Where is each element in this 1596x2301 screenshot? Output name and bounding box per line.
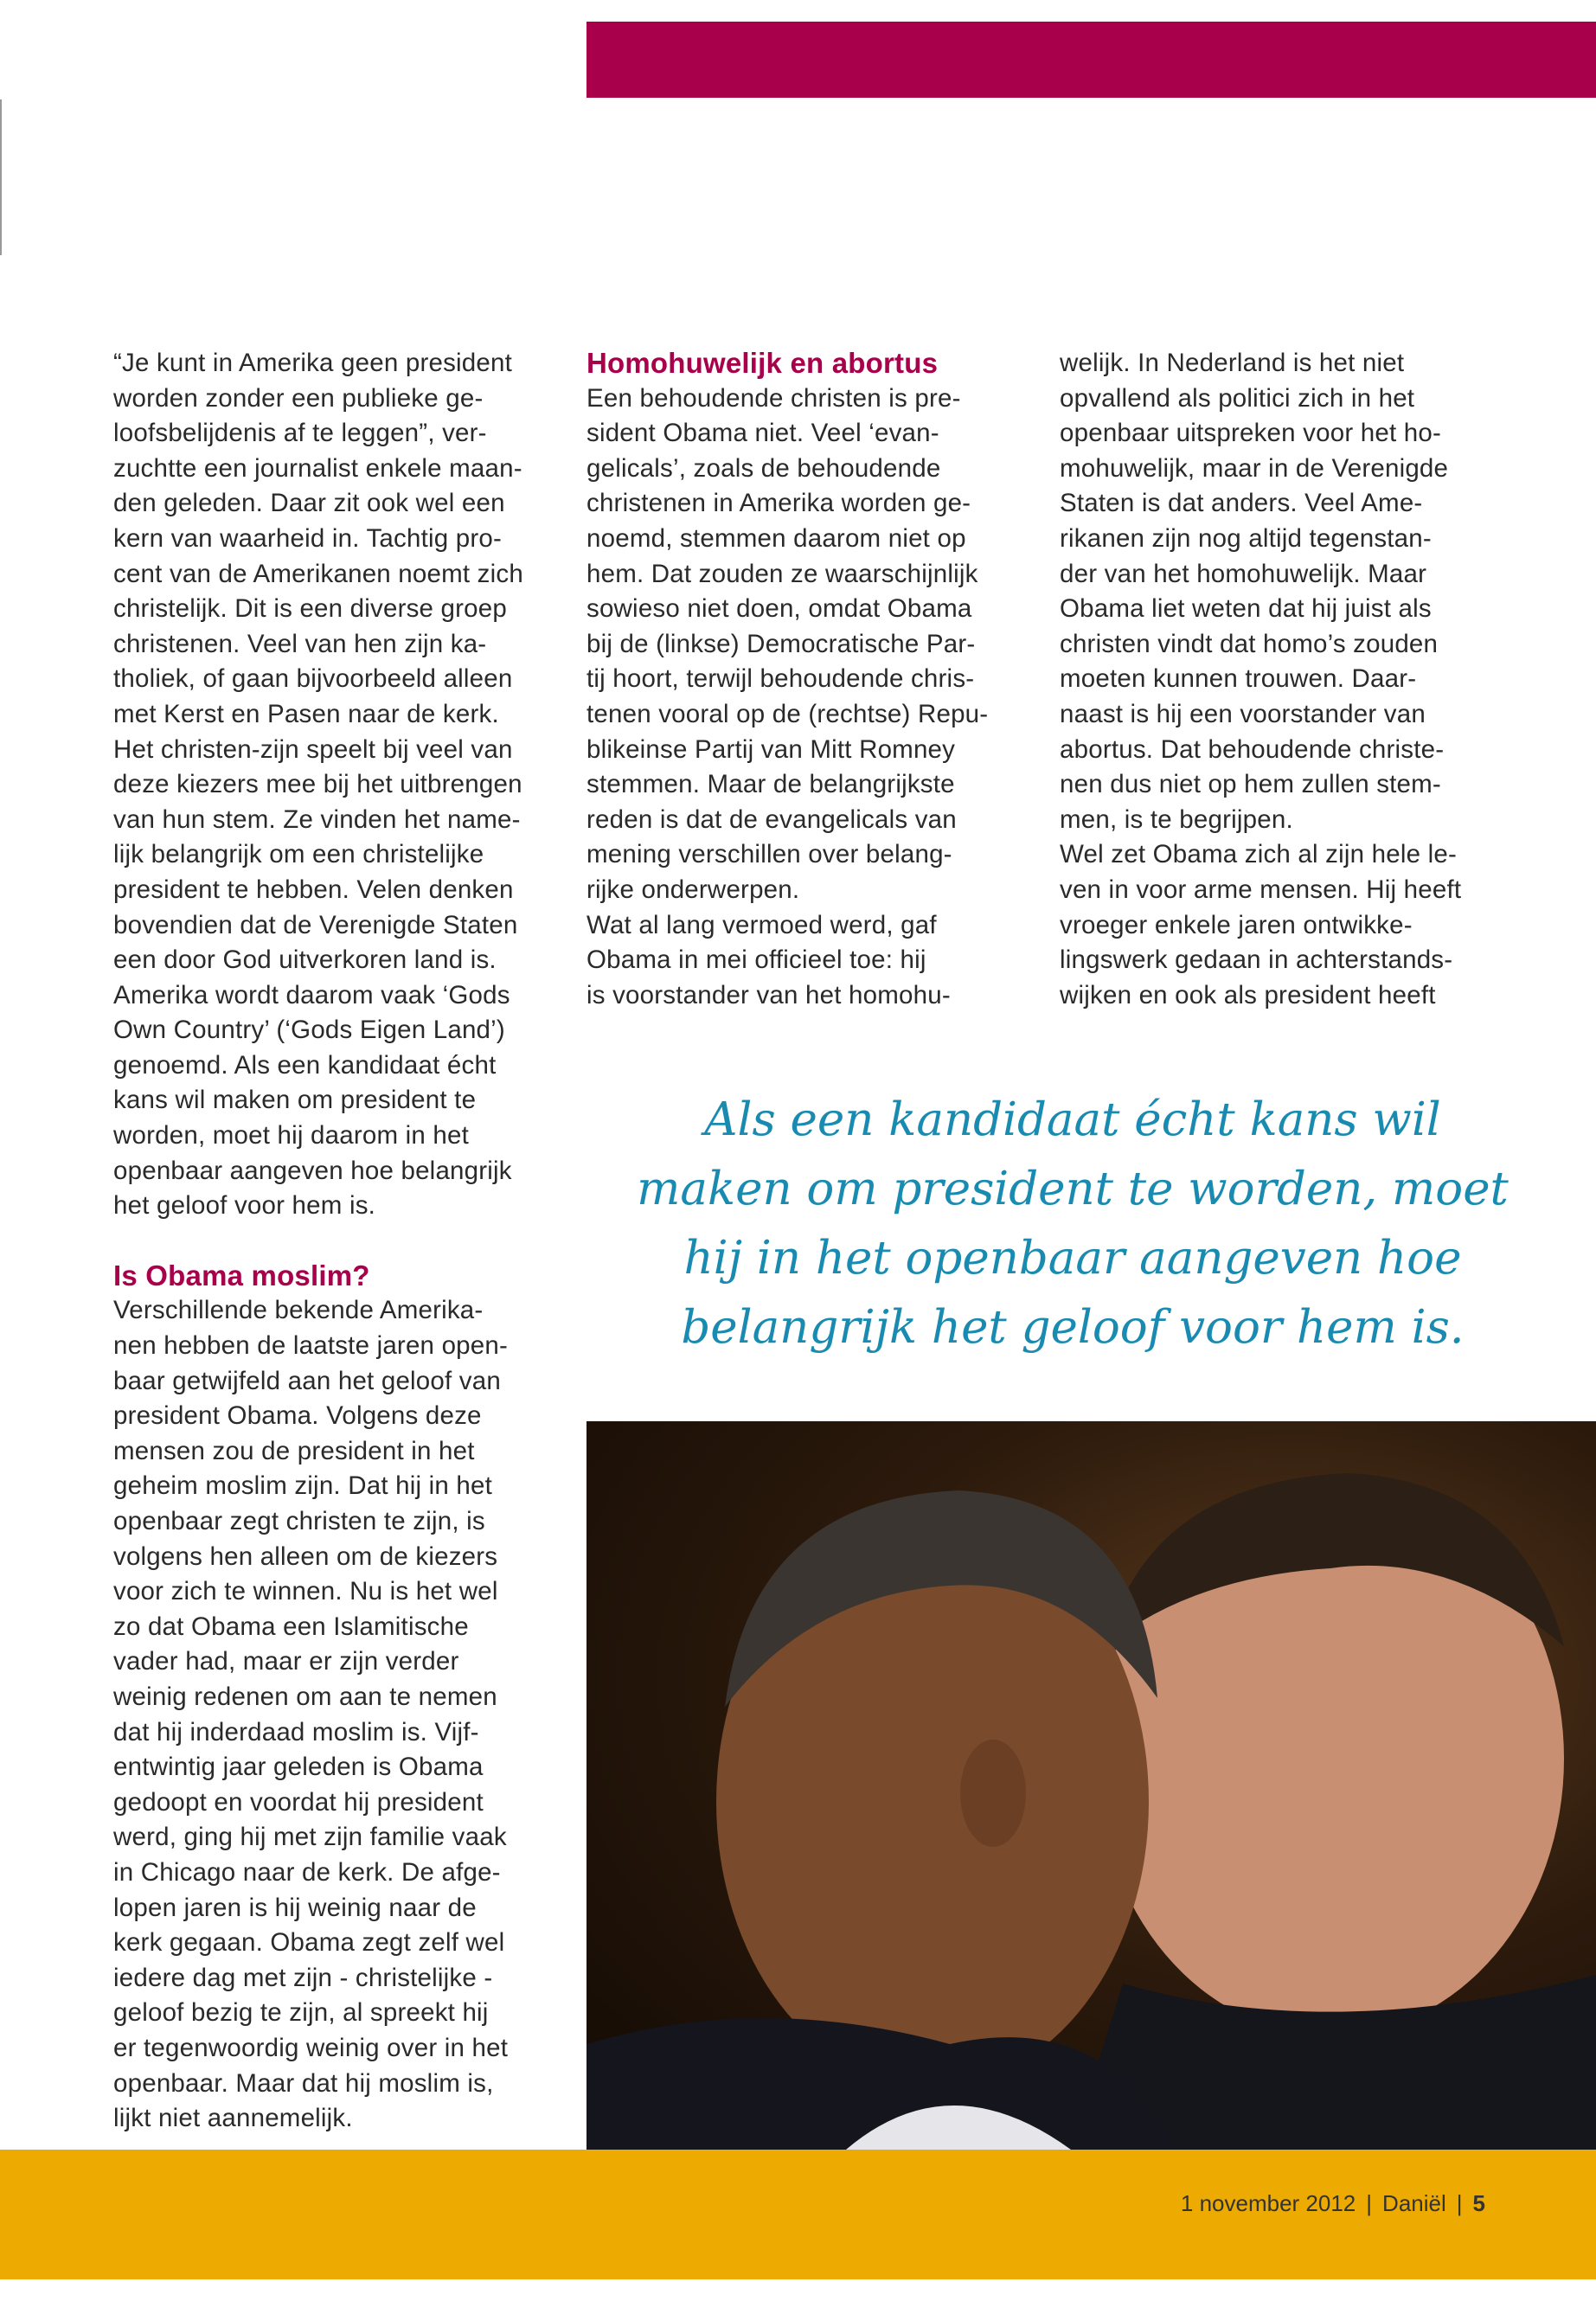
column-1 [113,346,546,2137]
obama-moslim-paragraph: Verschillende bekende Amerika- nen hebben de laatste jaren open- baar getwijfeld aan het geloof van president Obama. Volgens deze mensen zou de president in het geheim moslim zijn. Dat hij in het openbaar zegt christen te zijn, is volgens hen alleen om de kiezers voor zich te winnen. Nu is het wel zo dat Obama een Islamitische vader had, maar er zijn verder weinig redenen om aan te nemen dat hij inderdaad moslim is. Vijf- entwintig jaar geleden is Obama gedoopt en voordat hij president werd, ging hij met zijn familie vaak in Chicago naar de kerk. De afge- lopen jaren is hij weinig naar de kerk gegaan. Obama zegt zelf wel iedere dag met zijn - christelijke - geloof bezig te zijn, al spreekt hij er tegenwoordig weinig over in het openbaar. Maar dat hij moslim is, lijkt niet aannemelijk. [113,1296,509,2133]
portrait-illustration [586,1421,1596,2150]
intro-paragraph: “Je kunt in Amerika geen president worden zonder een publieke ge- loofsbelijdenis af te leggen”, ver- zuchtte een journalist enkele maan- den geleden. Daar zit ook wel een kern van waarheid in. Tachtig pro- cent van de Amerikanen noemt zich christelijk. Dit is een diverse groep christenen. Veel van hen zijn ka- tholiek, of gaan bijvoorbeeld alleen met Kerst en Pasen naar de kerk. Het christen-zijn speelt bij veel van deze kiezers mee bij het uitbrengen van hun stem. Ze vinden het name- lijk belangrijk om een christelijke president te hebben. Velen denken bovendien dat de Verenigde Staten een door God uitverkoren land is. Amerika wordt daarom vaak ‘Gods Own Country’ (‘Gods Eigen Land’) genoemd. Als een kandidaat écht kans wil maken om president te worden, moet hij daarom in het openbaar aangeven hoe belangrijk het geloof voor hem is. [113,349,523,1221]
section-heading-obama-moslim: Is Obama moslim? [113,1259,370,1292]
column-3 [1060,346,1492,1013]
photo-obama-romney [586,1421,1596,2150]
top-accent-bar [586,22,1596,98]
column-2 [586,346,1019,1013]
footer-magazine: Daniël [1382,2190,1446,2216]
column-3-paragraph-2: Wel zet Obama zich al zijn hele le- ven in voor arme mensen. Hij heeft vroeger enkele jaren ontwikke- lingswerk gedaan in achterstands- wijken en ook als president heeft [1060,840,1462,1009]
homohuwelijk-paragraph-2: Wat al lang vermoed werd, gaf Obama in mei officieel toe: hij is voorstander van het homohu- [586,910,951,1009]
obama-ear [960,1740,1026,1847]
column-3-paragraph: welijk. In Nederland is het niet opvallend als politici zich in het openbaar uitspreken voor het ho- mohuwelijk, maar in de Verenigde Staten is dat anders. Veel Ame- rikanen zijn nog altijd tegenstan- der van het homohuwelijk. Maar Obama liet weten dat hij juist als christen vindt dat homo’s zouden moeten kunnen trouwen. Daar- naast is hij een voorstander van abortus. Dat behoudende christe- nen dus niet op hem zullen stem- men, is te begrijpen. [1060,349,1449,834]
footer-info: 1 november 2012 | Daniël | 5 [1180,2190,1485,2216]
page-number: 5 [1472,2190,1485,2216]
footer-date: 1 november 2012 [1180,2190,1356,2216]
homohuwelijk-paragraph: Een behoudende christen is pre- sident Obama niet. Veel ‘evan- gelicals’, zoals de behoudende christenen in Amerika worden ge- noemd, stemmen daarom niet op hem. Dat zouden ze waarschijnlijk sowieso niet doen, omdat Obama bij de (linkse) Democratische Par- tij hoort, terwijl behoudende chris- tenen vooral op de (rechtse) Repu- blikeinse Partij van Mitt Romney stemmen. Maar de belangrijkste reden is dat de evangelicals van mening verschillen over belang- rijke onderwerpen. [586,383,989,904]
left-margin-rule [0,99,2,255]
section-heading-homohuwelijk: Homohuwelijk en abortus [586,347,939,379]
pull-quote: Als een kandidaat écht kans wil maken om president te worden, moet hij in het openbaar aangeven hoe belangrijk het geloof voor hem is. [637,1093,1509,1354]
